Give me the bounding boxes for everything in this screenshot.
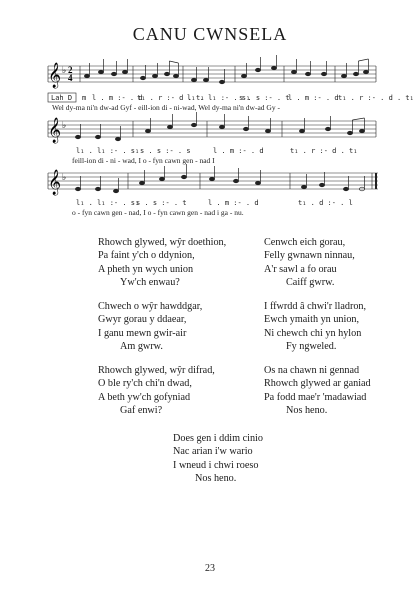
verse-line: Rhowch glywed ar ganiad bbox=[264, 378, 371, 390]
verse-line: Gaf enwi? bbox=[120, 404, 163, 416]
verse-line: A beth yw'ch gofyniad bbox=[98, 391, 191, 403]
stanza-1 bbox=[98, 236, 226, 289]
verse-line: Ni chewch chi yn hylon bbox=[264, 327, 362, 339]
svg-text:s . s :- . t: s . s :- . t bbox=[136, 199, 187, 207]
notes-system-1 bbox=[84, 55, 368, 84]
verse-line: Nos heno. bbox=[286, 404, 328, 416]
stanza-4 bbox=[264, 300, 366, 353]
verse-line: Chwech o wŷr hawddgar, bbox=[98, 301, 203, 312]
svg-text:s . s :- . s: s . s :- . s bbox=[140, 147, 191, 155]
lyrics-system-3: o - fyn cawn gen - nad, I o - fyn cawn gen - nad i ga - nu. bbox=[72, 208, 244, 217]
lyrics-system-1: Wel dy-ma ni'n dw-ad Gyf - eill-ion di - ni-wad, Wel dy-ma ni'n dw-ad Gy - bbox=[52, 103, 280, 112]
verse-line: Cenwch eich gorau, bbox=[264, 237, 346, 248]
verse-line: Am gwrw. bbox=[120, 340, 163, 352]
flat-sign-icon: ♭ bbox=[62, 120, 67, 130]
svg-text:l . m :- . d: l . m :- . d bbox=[288, 94, 339, 102]
treble-clef-icon: 𝄞 bbox=[48, 117, 62, 142]
verse-line: Rhowch glywed, wŷr difrad, bbox=[98, 365, 215, 376]
stanza-7 bbox=[173, 432, 263, 485]
notes-system-3 bbox=[75, 164, 364, 193]
verse-line: Rhowch glywed, wŷr doethion, bbox=[98, 237, 227, 248]
solfa-system-2 bbox=[76, 147, 357, 155]
stanza-6 bbox=[264, 364, 371, 417]
key-label-box bbox=[48, 93, 76, 102]
stanza-5 bbox=[98, 364, 215, 417]
verse-line: Pa fodd mae'r 'madawiad bbox=[264, 391, 367, 403]
page-number: 23 bbox=[205, 563, 215, 574]
svg-text:l₁ . l₁ :- . s₁: l₁ . l₁ :- . s₁ bbox=[76, 199, 140, 207]
song-title: CANU CWNSELA bbox=[132, 24, 288, 44]
stanza-2 bbox=[264, 236, 355, 289]
svg-text:l₁ . l₁ :- . s₁: l₁ . l₁ :- . s₁ bbox=[76, 147, 140, 155]
verse-line: I ganu mewn gwir-air bbox=[98, 327, 187, 339]
svg-text:Lah D: Lah D bbox=[51, 94, 73, 102]
flat-sign-icon: ♭ bbox=[62, 65, 67, 75]
time-signature-top: 2 bbox=[68, 65, 73, 75]
svg-text:t₁ . d :- . l: t₁ . d :- . l bbox=[298, 199, 353, 207]
treble-clef-icon: 𝄞 bbox=[48, 62, 62, 87]
svg-text:m: m bbox=[82, 94, 87, 102]
verse-line: Felly gwnawn ninnau, bbox=[264, 250, 355, 262]
verse-line: Fy ngweled. bbox=[286, 340, 337, 352]
svg-text:l . m :- . d: l . m :- . d bbox=[208, 199, 259, 207]
verse-line: Yw'ch enwau? bbox=[120, 276, 180, 288]
svg-text:t₁ . r :- . d . t₁: t₁ . r :- . d . t₁ bbox=[338, 94, 414, 102]
svg-text:l . m :- . d: l . m :- . d bbox=[92, 94, 143, 102]
verse-line: I ffwrdd â chwi'r lladron, bbox=[264, 301, 367, 312]
notes-system-2 bbox=[75, 112, 364, 141]
svg-text:l . m :- . d: l . m :- . d bbox=[213, 147, 264, 155]
svg-text:t₁ . r :- d . t₁: t₁ . r :- d . t₁ bbox=[290, 147, 358, 155]
svg-text:s . s :- . t: s . s :- . t bbox=[239, 94, 290, 102]
verse-line: Ewch ymaith yn union, bbox=[264, 314, 360, 326]
verse-line: Os na chawn ni gennad bbox=[264, 365, 360, 376]
stanza-3 bbox=[98, 300, 202, 353]
verse-line: A pheth yn wych union bbox=[98, 263, 194, 275]
time-signature-bottom: 4 bbox=[68, 73, 73, 83]
verse-line: I wneud i chwi roeso bbox=[173, 459, 259, 471]
verse-line: Nac arian i'w wario bbox=[173, 446, 253, 458]
solfa-system-1 bbox=[82, 94, 414, 102]
verse-line: Caiff gwrw. bbox=[286, 276, 335, 288]
flat-sign-icon: ♭ bbox=[62, 172, 67, 182]
verse-line: O ble ry'ch chi'n dwad, bbox=[98, 378, 192, 390]
svg-text:t₁ . r :- d . t₁: t₁ . r :- d . t₁ bbox=[137, 94, 205, 102]
svg-text:l₁ . l₁ :- . s₁: l₁ . l₁ :- . s₁ bbox=[187, 94, 251, 102]
verse-line: A'r sawl a fo orau bbox=[264, 263, 337, 275]
treble-clef-icon: 𝄞 bbox=[48, 169, 62, 194]
solfa-system-3 bbox=[76, 199, 353, 207]
verse-line: Does gen i ddim cinio bbox=[173, 433, 263, 444]
verse-line: Pa faint y'ch o ddynion, bbox=[98, 250, 195, 262]
verse-line: Gwyr gorau y ddaear, bbox=[98, 314, 187, 326]
lyrics-system-2: feill-ion di - ni - wad, I o - fyn cawn gen - nad I bbox=[72, 156, 215, 165]
verse-line: Nos heno. bbox=[195, 472, 237, 484]
sheet-music bbox=[0, 0, 420, 235]
